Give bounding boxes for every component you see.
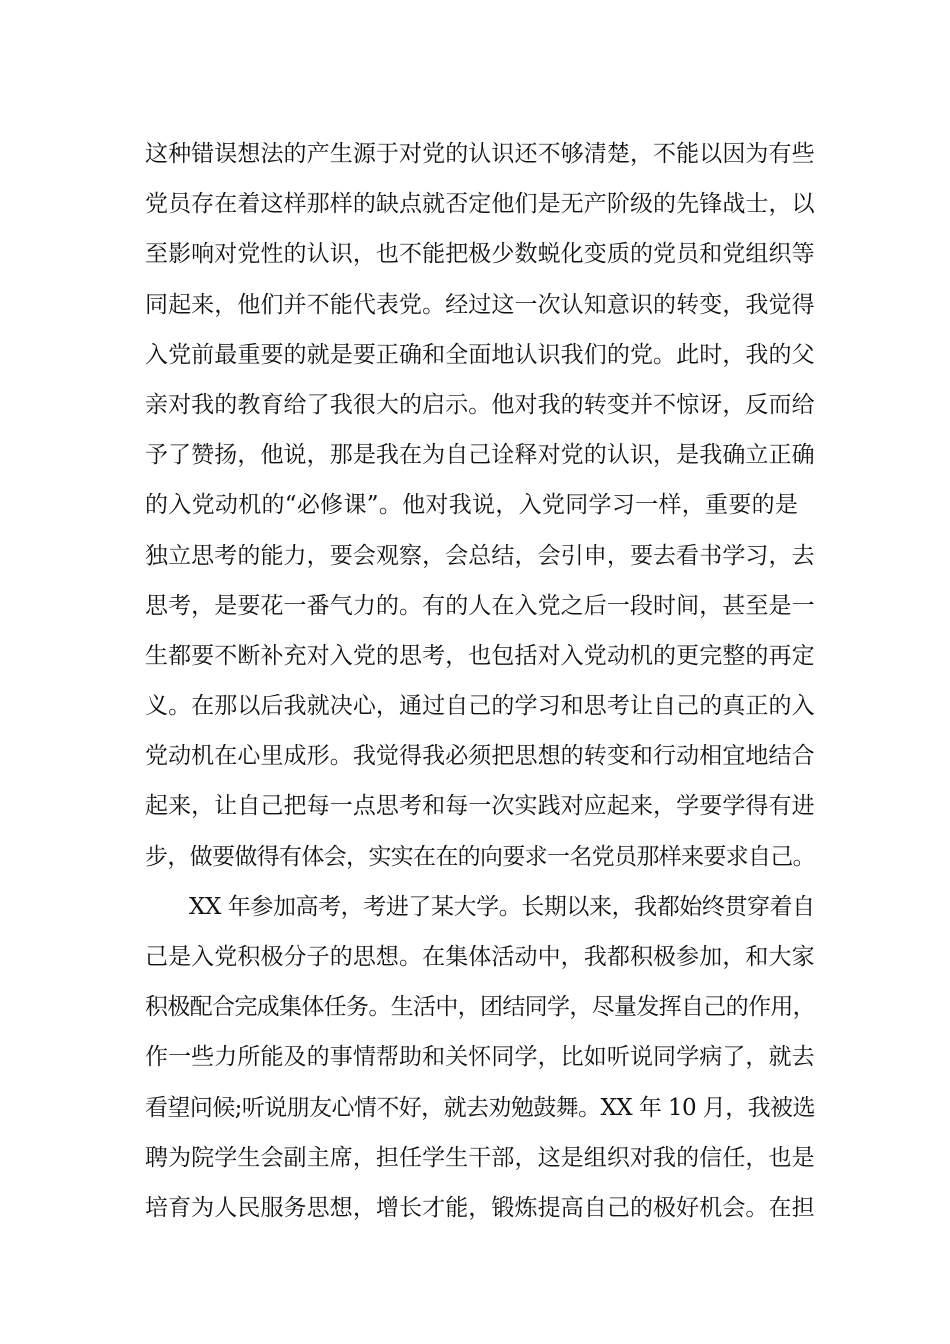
text-line: 义。在那以后我就决心，通过自己的学习和思考让自己的真正的入 [145,693,815,720]
body-text [145,129,815,1233]
text-line: 同起来，他们并不能代表党。经过这一次认知意识的转变，我觉得 [145,291,815,318]
text-line: 入党前最重要的就是要正确和全面地认识我们的党。此时，我的父 [145,341,815,368]
text-line: 步，做要做得有体会，实实在在的向要求一名党员那样来要求自己。 [145,843,816,870]
text-line: 思考，是要花一番气力的。有的人在入党之后一段时间，甚至是一 [145,592,815,619]
paragraph-first-line: XX 年参加高考，考进了某大学。长期以来，我都始终贯穿着自 [189,893,815,920]
text-line: 至影响对党性的认识，也不能把极少数蜕化变质的党员和党组织等 [145,241,815,268]
text-line: 作一些力所能及的事情帮助和关怀同学，比如听说同学病了，就去 [145,1044,815,1071]
text-line: 独立思考的能力，要会观察，会总结，会引申，要去看书学习，去 [145,542,815,569]
text-line: 起来，让自己把每一点思考和每一次实践对应起来，学要学得有进 [145,793,815,820]
text-line: 己是入党积极分子的思想。在集体活动中，我都积极参加，和大家 [145,944,815,970]
text-line: 亲对我的教育给了我很大的启示。他对我的转变并不惊讶，反而给 [145,391,815,418]
text-line: 生都要不断补充对入党的思考，也包括对入党动机的更完整的再定 [145,642,815,669]
text-line: 培育为人民服务思想，增长才能，锻炼提高自己的极好机会。在担 [145,1194,815,1221]
text-line: 看望问候;听说朋友心情不好，就去劝勉鼓舞。XX 年 10 月，我被选 [145,1094,815,1121]
text-line: 党员存在着这样那样的缺点就否定他们是无产阶级的先锋战士，以 [145,191,815,218]
text-line: 这种错误想法的产生源于对党的认识还不够清楚，不能以因为有些 [145,141,815,167]
text-line: 党动机在心里成形。我觉得我必须把思想的转变和行动相宜地结合 [145,743,815,770]
text-line: 予了赞扬，他说，那是我在为自己诠释对党的认识，是我确立正确 [145,442,815,469]
text-line: 聘为院学生会副主席，担任学生干部，这是组织对我的信任，也是 [145,1144,815,1171]
text-line: 的入党动机的“必修课”。他对我说，入党同学习一样，重要的是 [145,492,799,519]
text-line: 积极配合完成集体任务。生活中，团结同学，尽量发挥自己的作用， [145,994,816,1021]
